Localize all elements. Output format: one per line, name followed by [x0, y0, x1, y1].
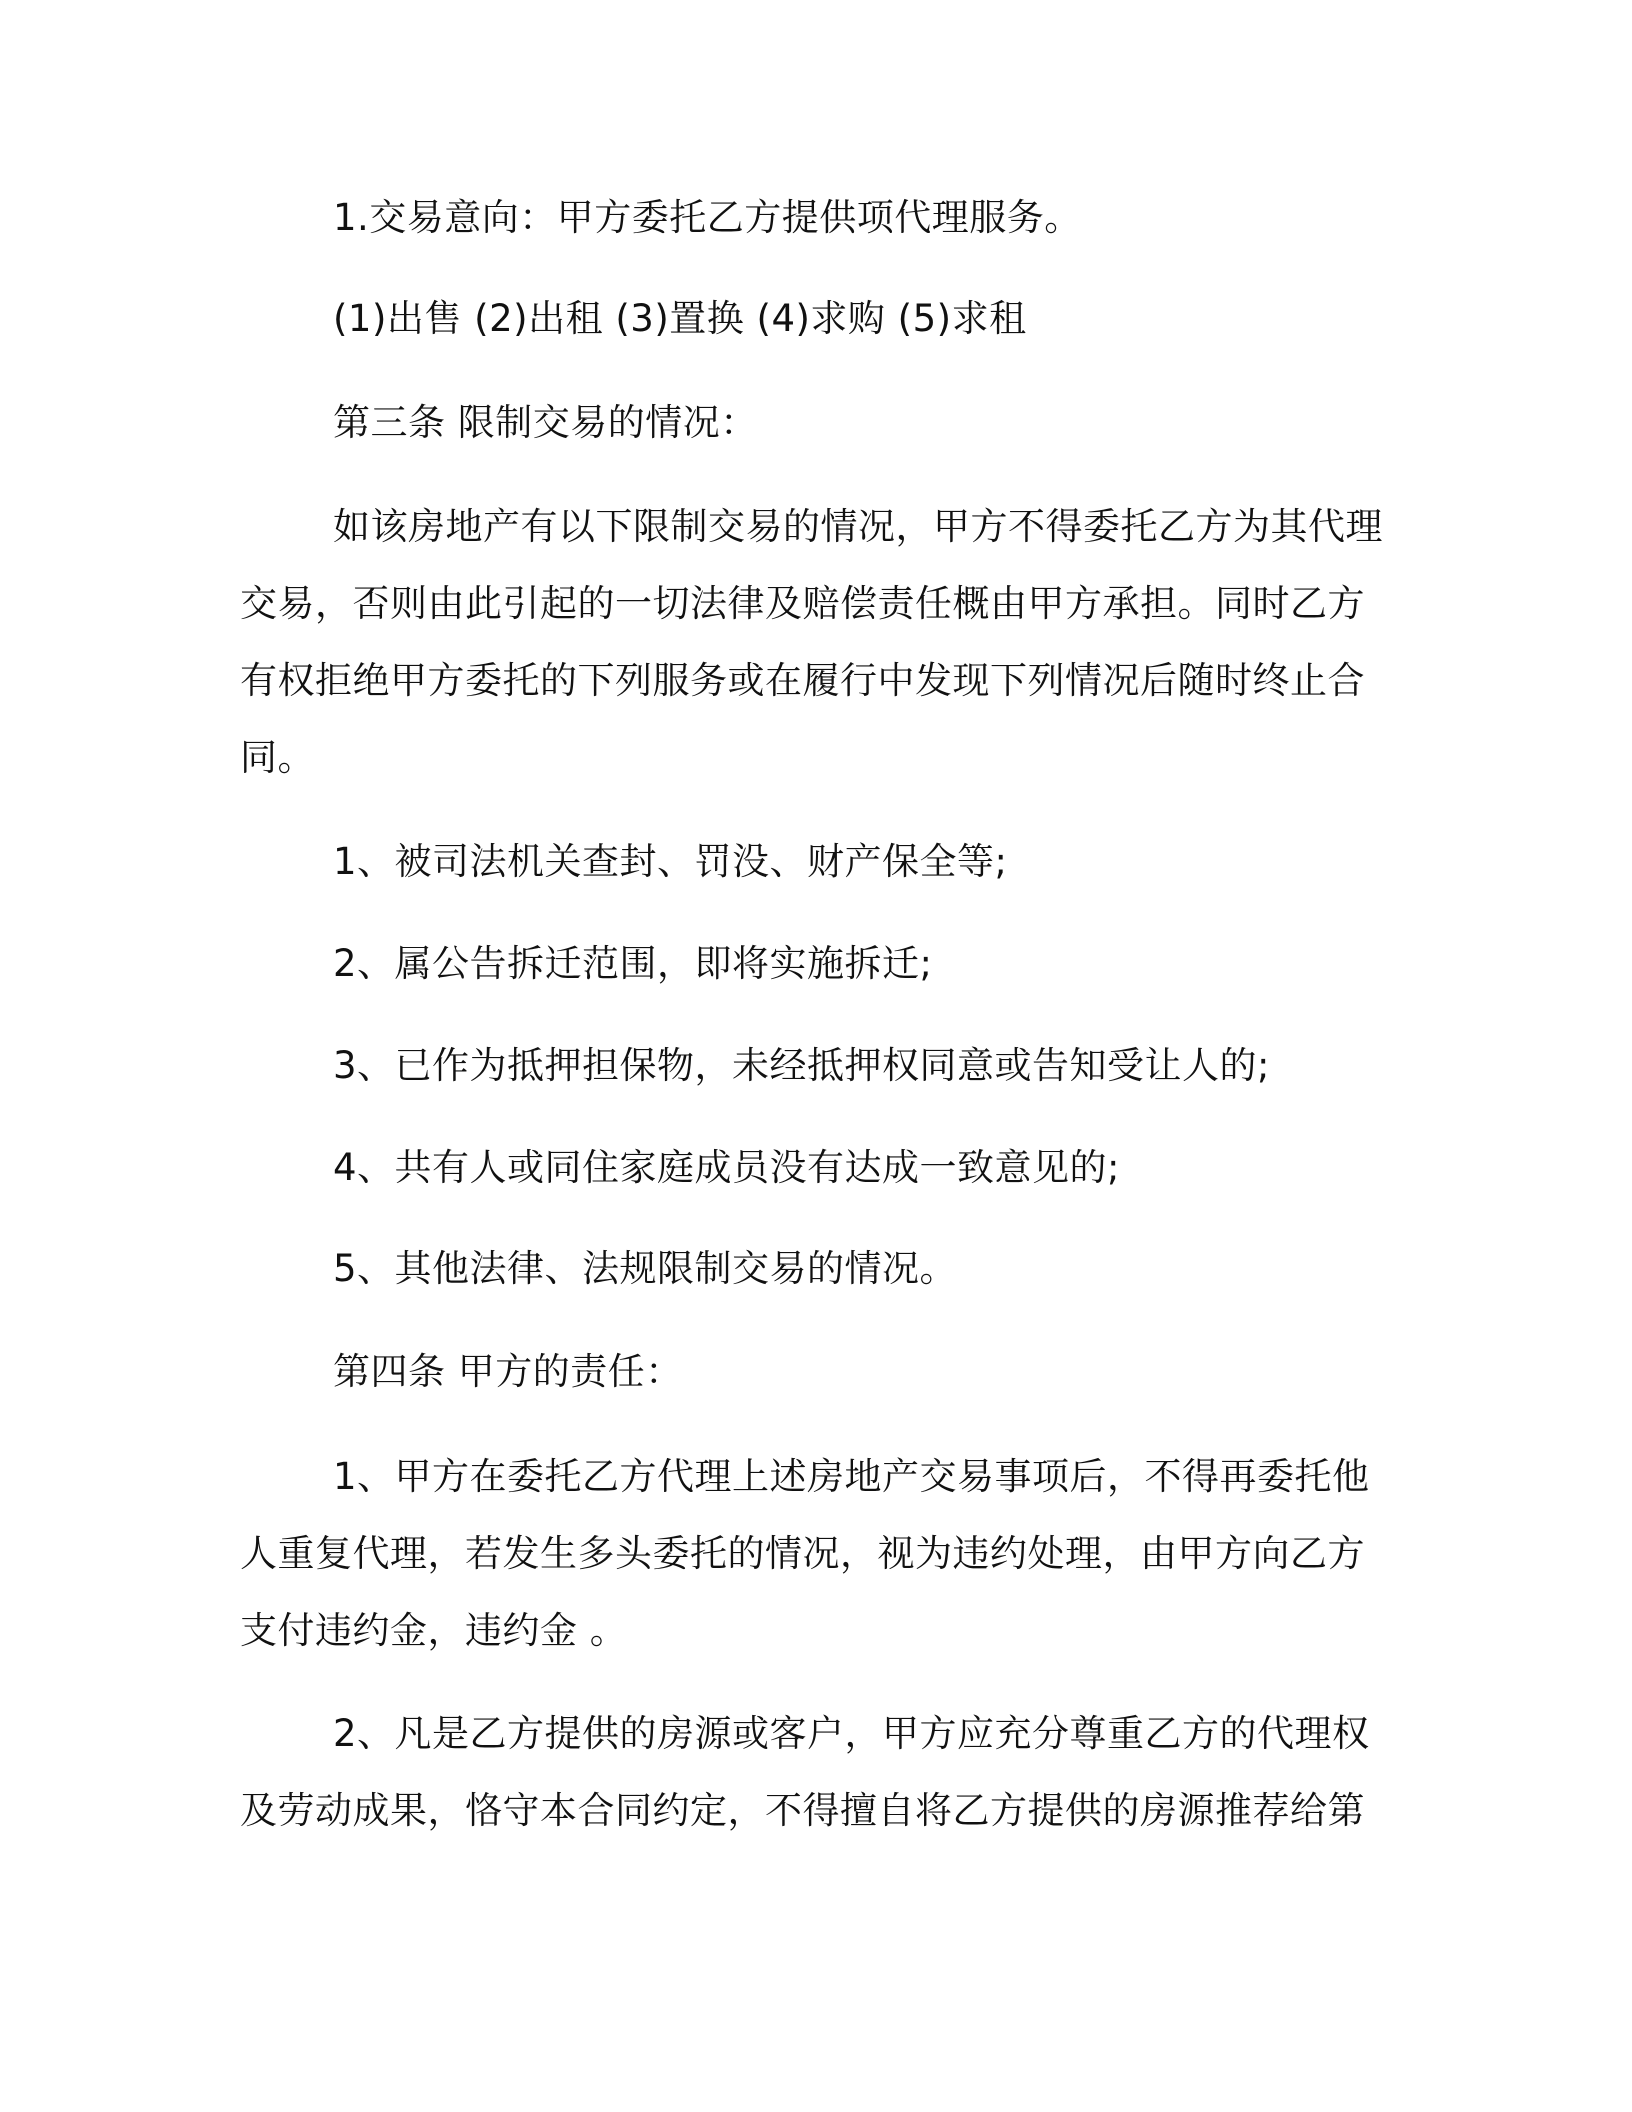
duty-2-line-2: 及劳动成果，恪守本合同约定，不得擅自将乙方提供的房源推荐给第	[240, 1789, 1365, 1832]
restriction-item-2: 2、属公告拆迁范围，即将实施拆迁;	[333, 942, 933, 985]
duty-2-line-1: 2、凡是乙方提供的房源或客户，甲方应充分尊重乙方的代理权	[333, 1712, 1370, 1755]
restriction-item-4: 4、共有人或同住家庭成员没有达成一致意见的;	[333, 1146, 1121, 1189]
clause-trade-intent: 1.交易意向：甲方委托乙方提供项代理服务。	[333, 196, 1082, 239]
restriction-item-5: 5、其他法律、法规限制交易的情况。	[333, 1247, 958, 1290]
restriction-item-3: 3、已作为抵押担保物，未经抵押权同意或告知受让人的;	[333, 1044, 1271, 1087]
article-3-paragraph-line-1: 如该房地产有以下限制交易的情况，甲方不得委托乙方为其代理	[333, 505, 1383, 548]
duty-1-line-3: 支付违约金，违约金 。	[240, 1609, 628, 1652]
article-3-paragraph-line-3: 有权拒绝甲方委托的下列服务或在履行中发现下列情况后随时终止合	[240, 659, 1365, 702]
article-3-paragraph-line-4: 同。	[240, 736, 315, 779]
article-3-paragraph-line-2: 交易，否则由此引起的一切法律及赔偿责任概由甲方承担。同时乙方	[240, 582, 1365, 625]
article-3-heading: 第三条 限制交易的情况：	[333, 401, 758, 444]
restriction-item-1: 1、被司法机关查封、罚没、财产保全等;	[333, 840, 1008, 883]
trade-options: (1)出售 (2)出租 (3)置换 (4)求购 (5)求租	[333, 297, 1027, 340]
duty-1-line-2: 人重复代理，若发生多头委托的情况，视为违约处理，由甲方向乙方	[240, 1532, 1365, 1575]
duty-1-line-1: 1、甲方在委托乙方代理上述房地产交易事项后，不得再委托他	[333, 1455, 1370, 1498]
article-4-heading: 第四条 甲方的责任：	[333, 1350, 683, 1393]
